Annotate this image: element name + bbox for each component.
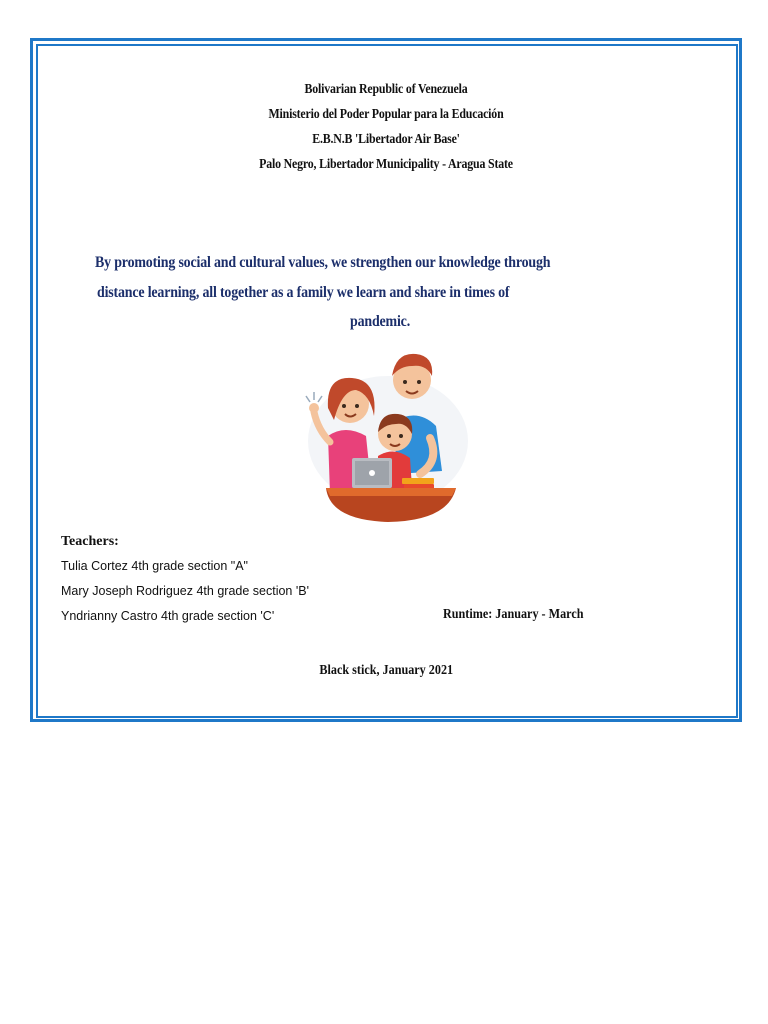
teachers-title: Teachers: bbox=[61, 534, 119, 549]
family-illustration-svg bbox=[300, 346, 470, 526]
header-location: Palo Negro, Libertador Municipality - Aragua State bbox=[259, 156, 513, 171]
teacher-3: Yndrianny Castro 4th grade section 'C' bbox=[61, 609, 275, 623]
header-school: E.B.N.B 'Libertador Air Base' bbox=[312, 131, 460, 146]
teacher-1: Tulia Cortez 4th grade section "A" bbox=[61, 559, 248, 573]
header-country: Bolivarian Republic of Venezuela bbox=[304, 81, 468, 96]
document-footer bbox=[36, 662, 736, 678]
teacher-2: Mary Joseph Rodriguez 4th grade section 'B' bbox=[61, 584, 309, 598]
runtime-label: Runtime: January - March bbox=[443, 606, 584, 621]
footer-place-date: Black stick, January 2021 bbox=[319, 662, 453, 677]
teachers-section bbox=[61, 529, 309, 629]
slogan-line-3: pandemic. bbox=[350, 313, 411, 330]
family-laptop-illustration bbox=[300, 346, 470, 526]
header-ministry: Ministerio del Poder Popular para la Educación bbox=[268, 106, 504, 121]
document-header bbox=[36, 76, 736, 176]
slogan-line-2: distance learning, all together as a family we learn and share in times of bbox=[97, 284, 510, 301]
slogan-line-1: By promoting social and cultural values, we strengthen our knowledge through bbox=[95, 254, 551, 271]
